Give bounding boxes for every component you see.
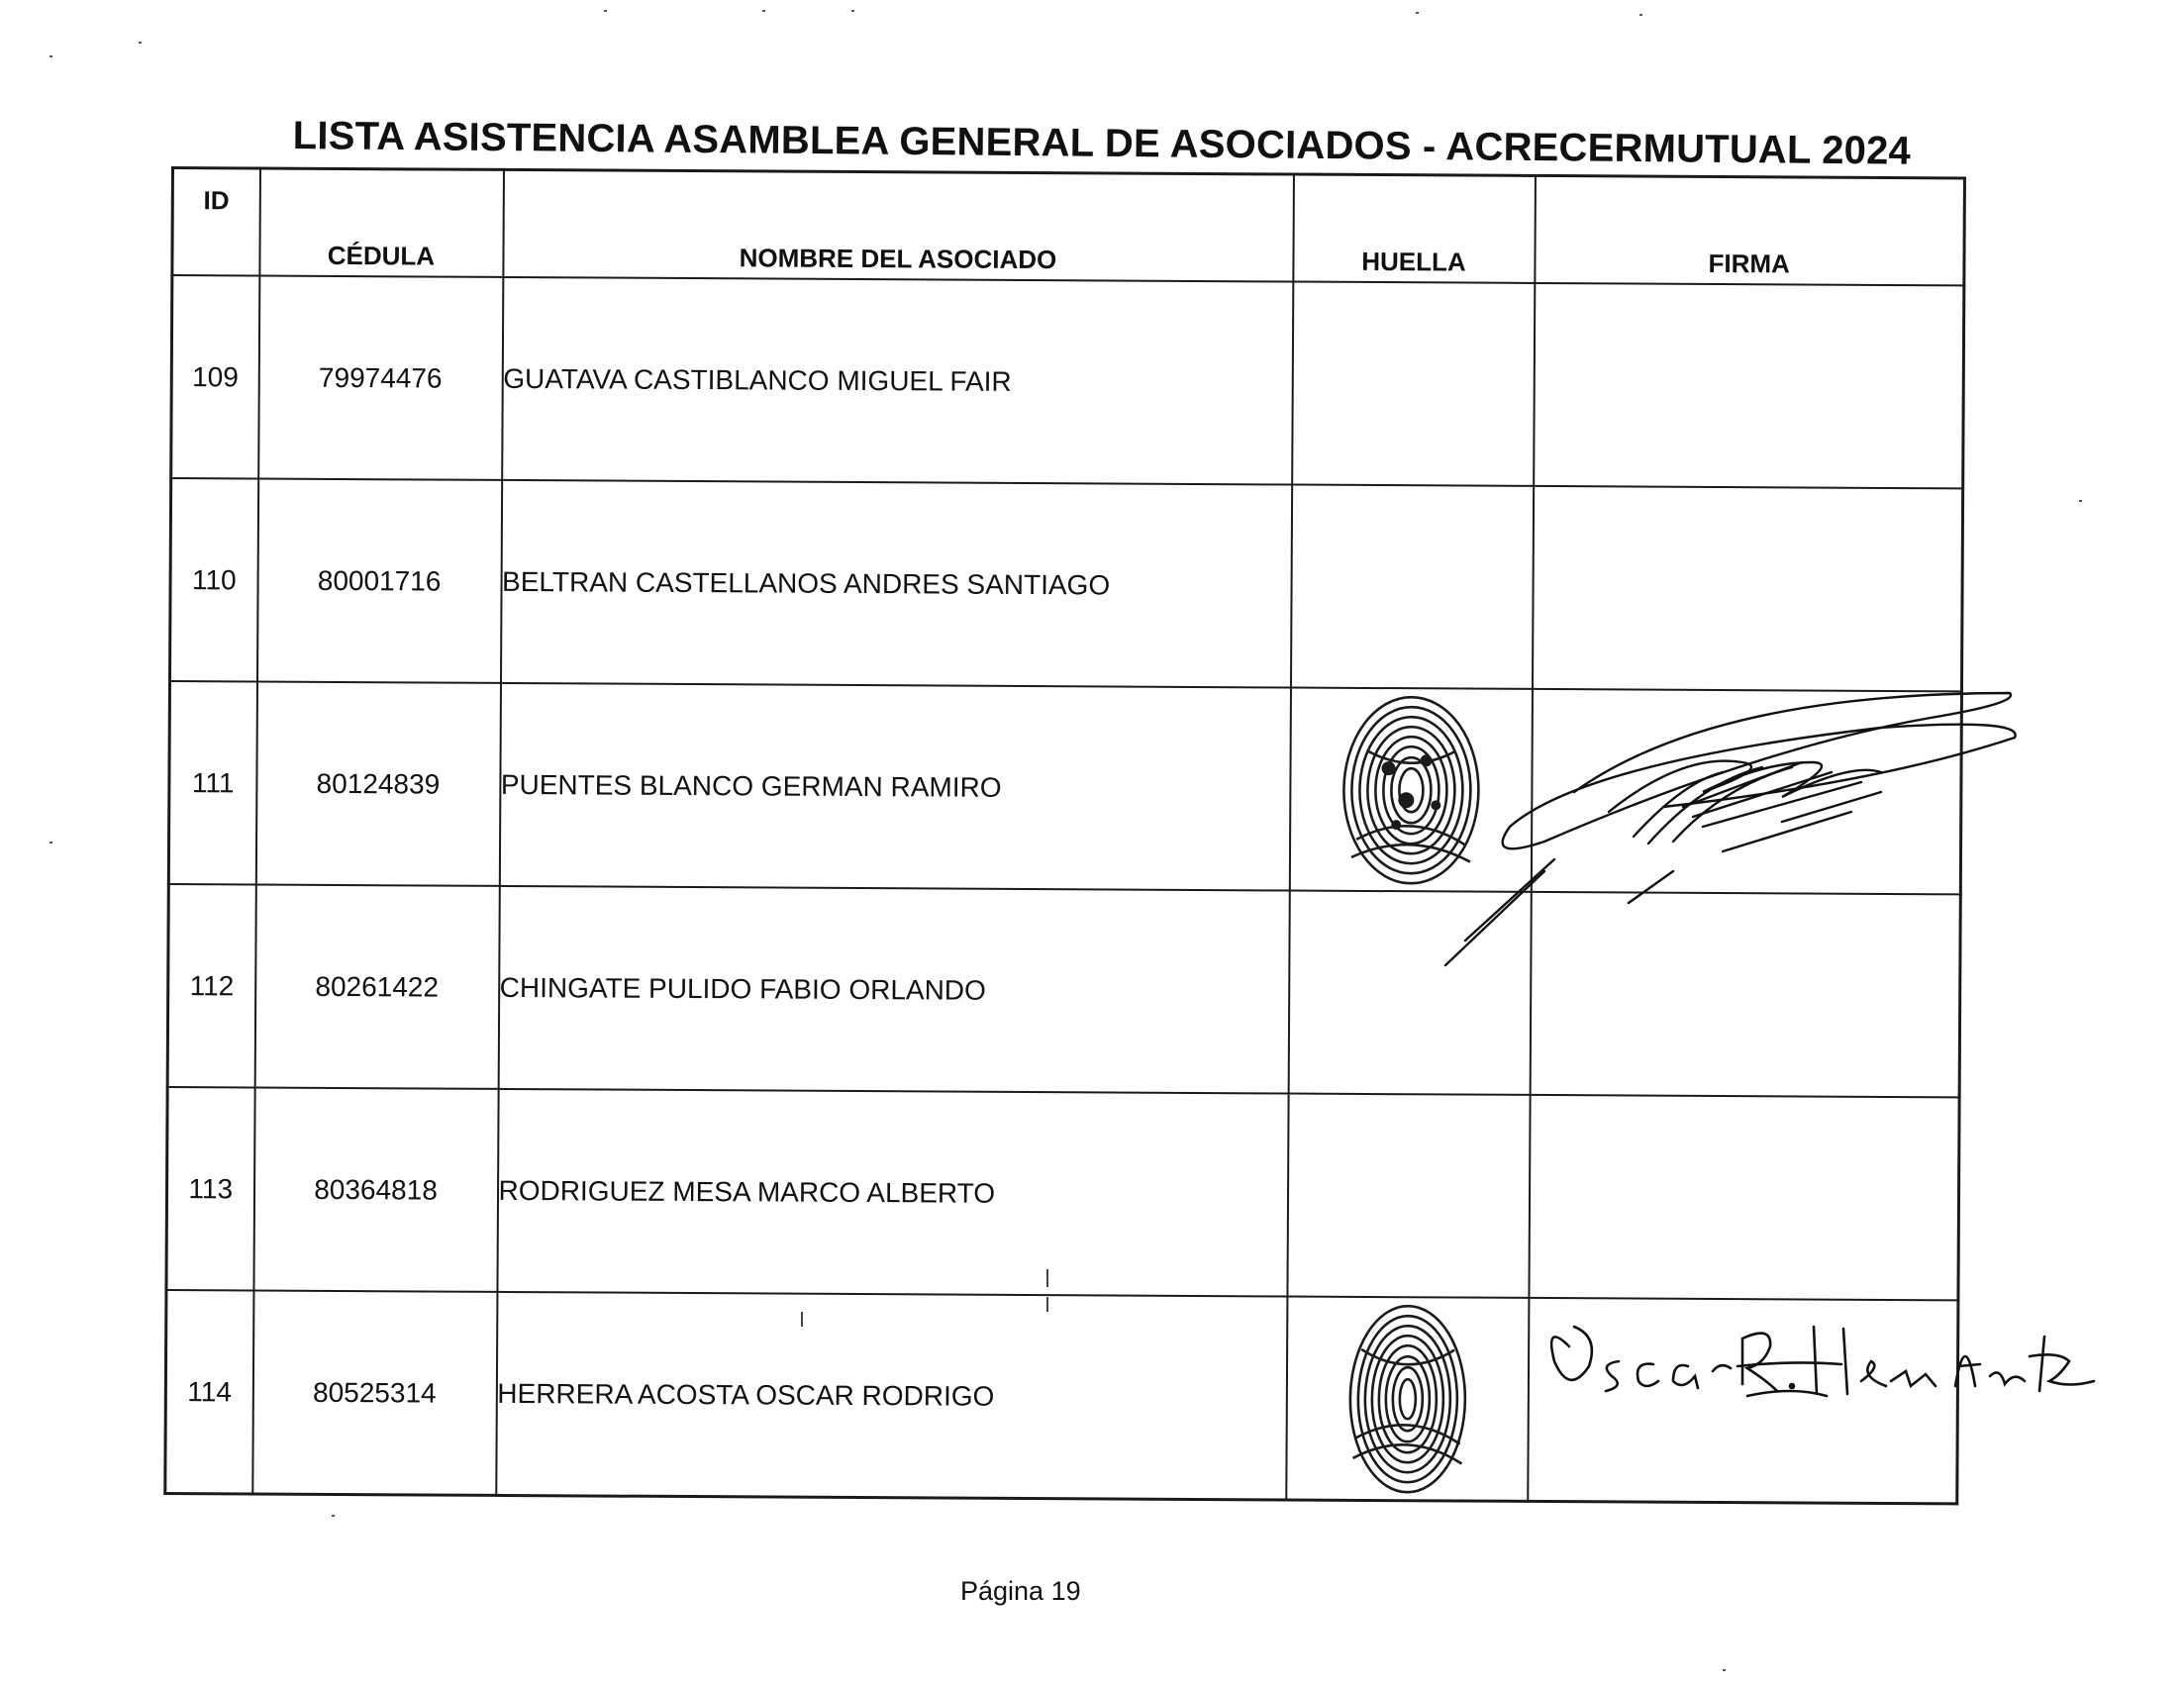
scan-speck <box>762 10 765 12</box>
row-cedula: 80525314 <box>252 1290 497 1495</box>
row-nombre: HERRERA ACOSTA OSCAR RODRIGO <box>496 1292 1287 1500</box>
table-row <box>166 1087 1959 1300</box>
row-huella-empty <box>1292 282 1535 486</box>
row-cedula: 79974476 <box>258 276 503 480</box>
row-huella-empty <box>1287 1094 1530 1298</box>
header-cedula: CÉDULA <box>259 168 504 277</box>
scan-speck <box>50 842 52 844</box>
scan-speck <box>1723 1669 1726 1671</box>
row-cedula: 80124839 <box>255 682 500 886</box>
scan-speck <box>851 10 854 12</box>
table-row <box>170 478 1963 691</box>
attendance-sheet <box>163 166 1966 1505</box>
row-id: 109 <box>171 275 259 479</box>
row-nombre: RODRIGUEZ MESA MARCO ALBERTO <box>497 1089 1288 1297</box>
row-huella <box>1286 1297 1529 1502</box>
row-firma-empty <box>1532 486 1962 691</box>
scan-speck <box>1639 14 1642 16</box>
row-id: 113 <box>166 1087 254 1291</box>
table-row <box>165 1290 1958 1504</box>
row-nombre: CHINGATE PULIDO FABIO ORLANDO <box>498 886 1289 1094</box>
scan-speck <box>50 55 52 57</box>
scan-speck <box>604 10 607 12</box>
table-row <box>167 884 1960 1097</box>
fingerprint-icon <box>1336 690 1485 889</box>
row-huella-empty <box>1290 485 1533 689</box>
scan-speck <box>139 42 142 44</box>
row-firma-empty <box>1534 283 1964 488</box>
scan-speck <box>332 1515 335 1517</box>
row-id: 111 <box>168 681 256 885</box>
row-nombre: BELTRAN CASTELLANOS ANDRES SANTIAGO <box>500 480 1291 688</box>
row-firma-empty <box>1529 1095 1959 1300</box>
row-cedula: 80364818 <box>253 1088 498 1292</box>
row-nombre: GUATAVA CASTIBLANCO MIGUEL FAIR <box>502 277 1293 485</box>
scan-speck <box>1416 12 1419 14</box>
header-firma: FIRMA <box>1535 175 1965 285</box>
scan-speck <box>2079 500 2082 502</box>
row-firma <box>1531 689 1961 894</box>
table-row <box>168 681 1961 894</box>
page-number: Página 19 <box>960 1576 1081 1606</box>
row-id: 114 <box>165 1290 253 1494</box>
row-huella <box>1289 688 1532 892</box>
row-firma <box>1528 1298 1958 1504</box>
row-id: 112 <box>167 884 255 1088</box>
row-firma-empty <box>1530 892 1960 1097</box>
attendance-table <box>163 166 1966 1505</box>
row-cedula: 80001716 <box>257 479 502 683</box>
row-cedula: 80261422 <box>254 885 499 1089</box>
fingerprint-icon <box>1342 1299 1472 1498</box>
table-header-row <box>172 168 1965 286</box>
header-nombre: NOMBRE DEL ASOCIADO <box>503 169 1294 281</box>
row-nombre: PUENTES BLANCO GERMAN RAMIRO <box>499 683 1290 891</box>
table-row <box>171 275 1964 488</box>
document-title: LISTA ASISTENCIA ASAMBLEA GENERAL DE ASOCIADOS - ACRECERMUTUAL 2024 <box>292 113 1912 173</box>
header-id: ID <box>172 168 260 276</box>
row-id: 110 <box>170 478 258 682</box>
header-huella: HUELLA <box>1293 174 1536 283</box>
row-huella-empty <box>1288 891 1531 1095</box>
